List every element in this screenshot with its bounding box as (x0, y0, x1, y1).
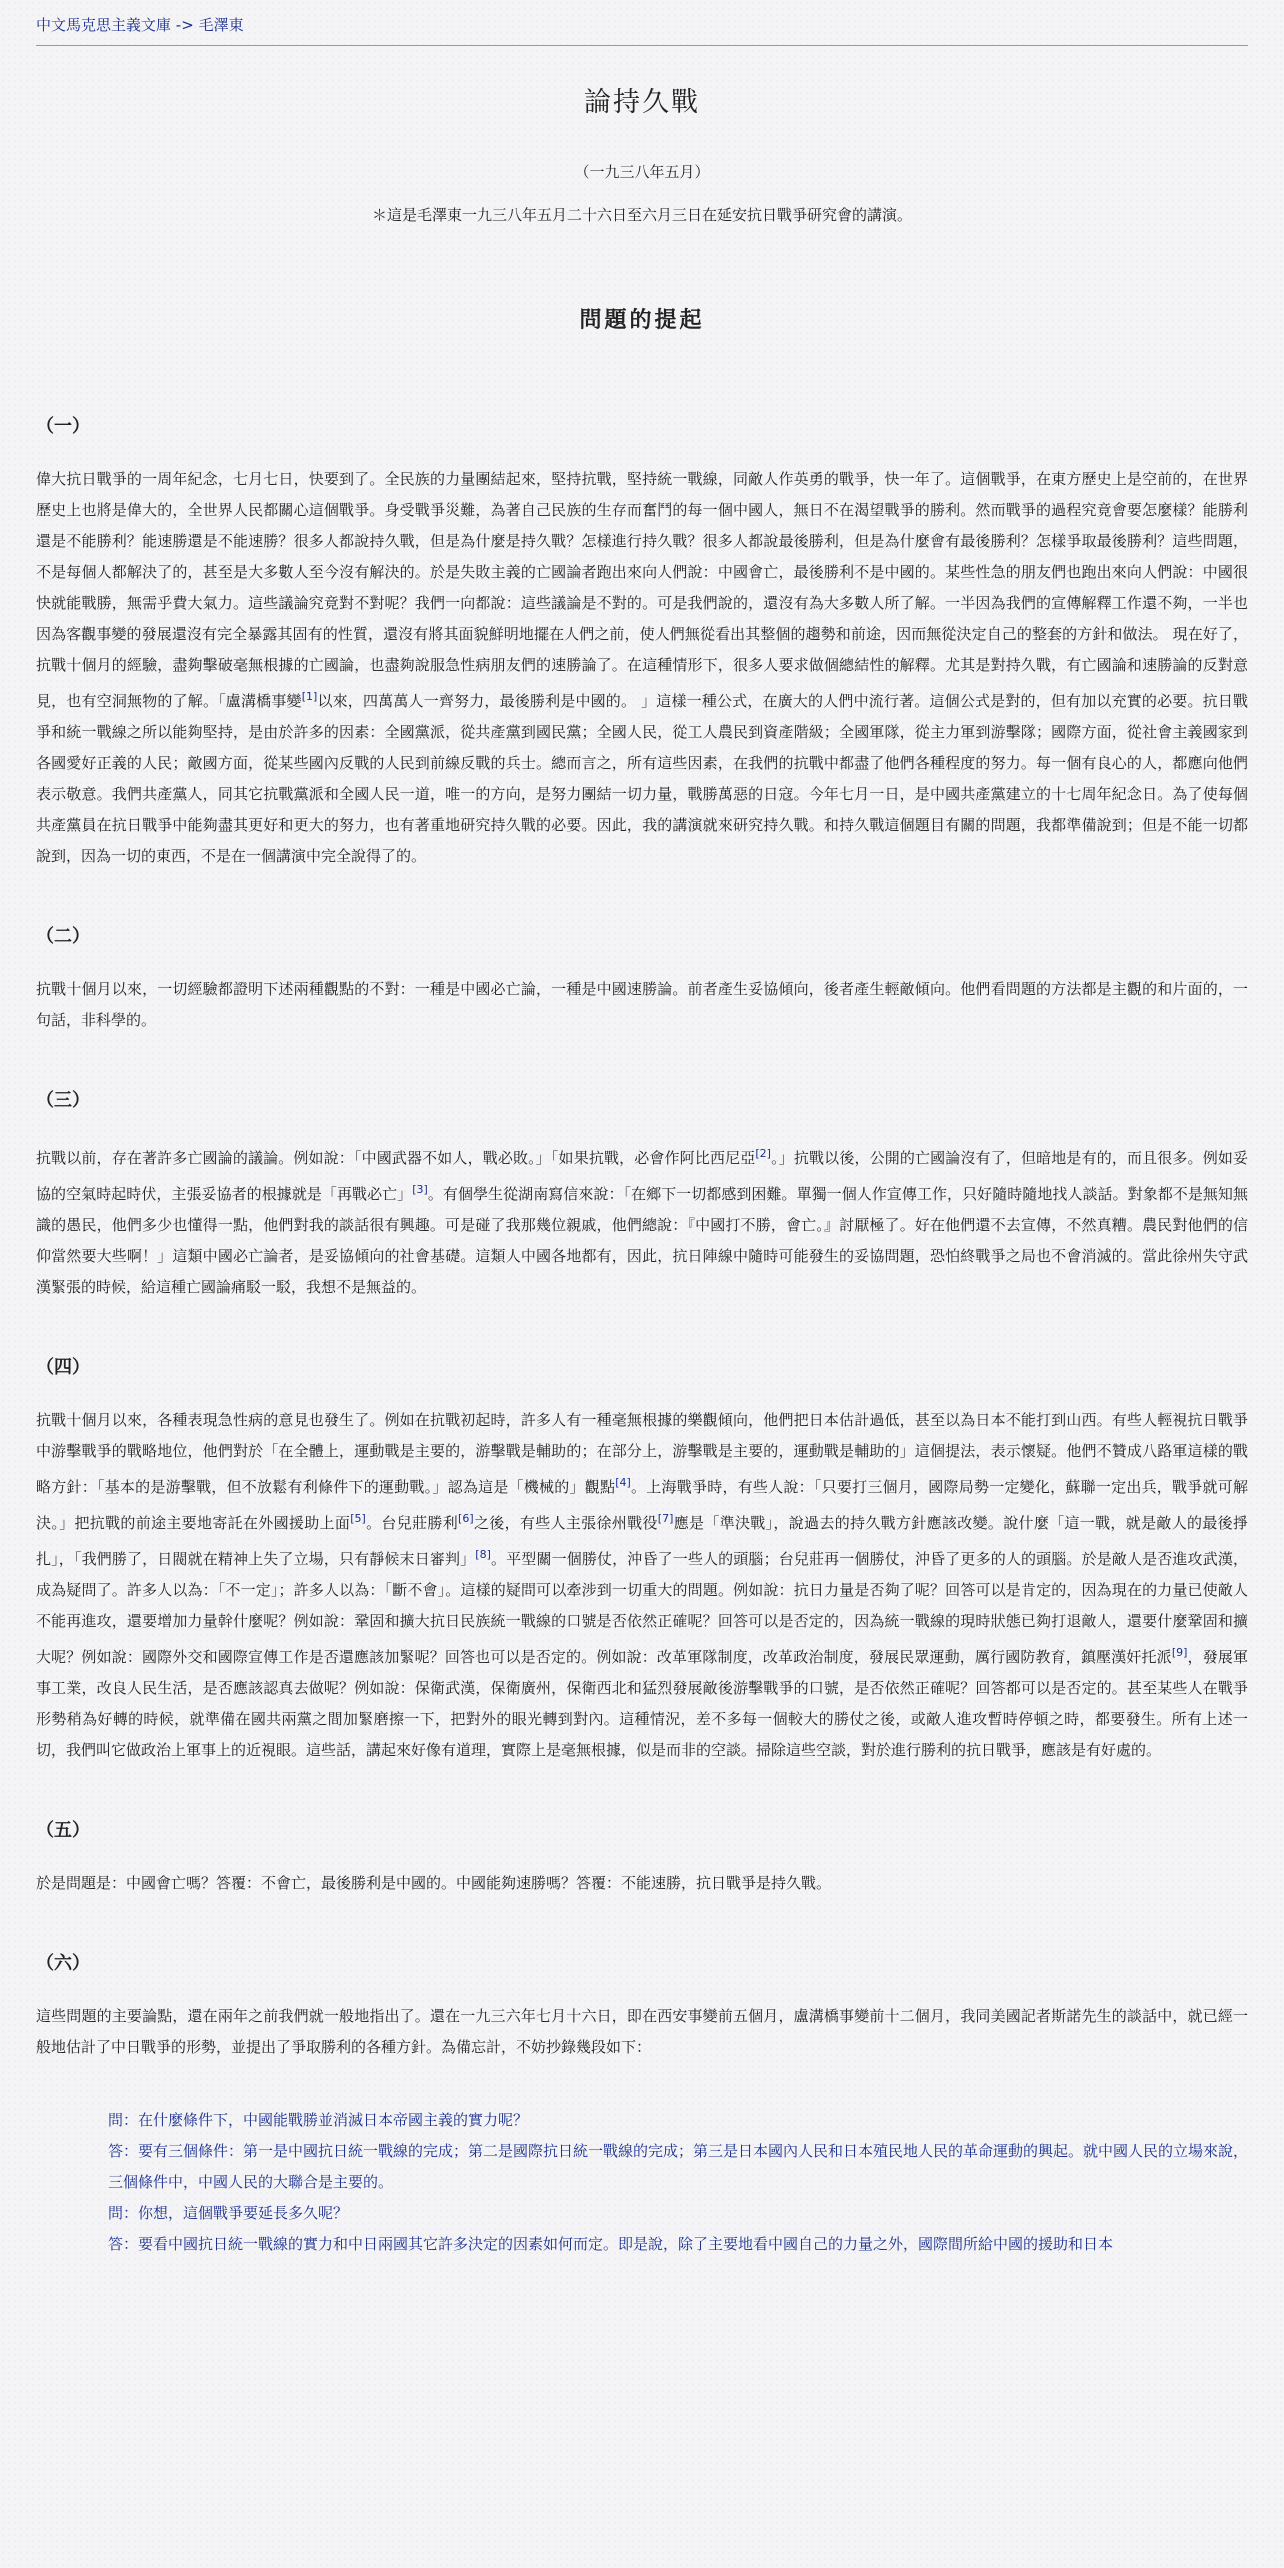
footnote-ref[interactable]: [6] (458, 1512, 474, 1525)
section-4 (36, 1353, 1248, 1766)
breadcrumb-separator: -> (175, 16, 194, 34)
section-paragraph (36, 1405, 1248, 1766)
footnote-ref[interactable]: [7] (657, 1512, 674, 1525)
footnote-ref[interactable]: [5] (350, 1512, 366, 1525)
section-paragraph (36, 1138, 1248, 1303)
paragraph-text: 之後，有些人主張徐州戰役 (473, 1514, 658, 1532)
qa-quotation (36, 2105, 1248, 2260)
paragraph-text: 於是問題是：中國會亡嗎？答覆：不會亡，最後勝利是中國的。中國能夠速勝嗎？答覆：不能速勝，抗日戰爭是持久戰。 (36, 1874, 832, 1892)
qa-answer (36, 2136, 1248, 2198)
breadcrumb (36, 0, 1248, 46)
section-paragraph (36, 2001, 1248, 2063)
section-6 (36, 1949, 1248, 2063)
section-heading: （二） (36, 926, 90, 947)
footnote-ref[interactable]: [2] (755, 1147, 771, 1160)
paragraph-text: 抗戰十個月以來，各種表現急性病的意見也發生了。例如在抗戰初起時，許多人有一種毫無根據的樂觀傾向，他們把日本估計過低，甚至以為日本不能打到山西。有些人輕視抗日戰爭中游擊戰爭的戰略地位，他們對於「在全體上，運動戰是主要的，游擊戰是輔助的；在部分上，游擊戰是主要的，運動戰是輔助的」這個提法，表示懷疑。他們不贊成八路軍這樣的戰略方針：「基本的是游擊戰，但不放鬆有利條件下的運動戰。」認為這是「機械的」觀點 (36, 1411, 1248, 1496)
section-paragraph (36, 974, 1248, 1036)
paragraph-text: 。台兒莊勝利 (365, 1514, 459, 1532)
section-5 (36, 1816, 1248, 1899)
page-title: 論持久戰 (584, 87, 700, 118)
paragraph-text: 。有個學生從湖南寫信來說：「在鄉下一切都感到困難。單獨一個人作宣傳工作，只好隨時隨地找人談話。對象都不是無知無識的愚民，他們多少也懂得一點，他們對我的談話很有興趣。可是碰了我那幾位親戚，他們總說：『中國打不勝，會亡。』討厭極了。好在他們還不去宣傳，不然真糟。農民對他們的信仰當然要大些啊！」這類中國必亡論者，是妥協傾向的社會基礎。這類人中國各地都有，因此，抗日陣線中隨時可能發生的妥協問題，恐怕終戰爭之局也不會消滅的。當此徐州失守武漢緊張的時候，給這種亡國論痛駁一駁，我想不是無益的。 (36, 1185, 1248, 1296)
section-paragraph (36, 1868, 1248, 1899)
footnote-ref[interactable]: [3] (412, 1183, 428, 1196)
qa-answer-text: 答：要看中國抗日統一戰線的實力和中日兩國其它許多決定的因素如何而定。即是說，除了主要地看中國自己的力量之外，國際間所給中國的援助和日本 (108, 2235, 1114, 2253)
paragraph-text: ，發展軍事工業，改良人民生活，是否應該認真去做呢？例如說：保衛武漢，保衛廣州，保衛西北和猛烈發展敵後游擊戰爭的口號，是否依然正確呢？回答都可以是否定的。甚至某些人在戰爭形勢稍為好轉的時候，就準備在國共兩黨之間加緊磨擦一下，把對外的眼光轉到對內。這種情況，差不多每一個較大的勝仗之後，或敵人進攻暫時停頓之時，都要發生。所有上述一切，我們叫它做政治上軍事上的近視眼。這些話，講起來好像有道理，實際上是毫無根據，似是而非的空談。掃除這些空談，對於進行勝利的抗日戰爭，應該是有好處的。 (36, 1648, 1248, 1759)
section-paragraph (36, 464, 1248, 872)
paragraph-text: 。」抗戰以後，公開的亡國論沒有了，但暗地是有的，而且很多。例如妥協的空氣時起時伏，主張妥協者的根據就是「再戰必亡」 (36, 1149, 1248, 1203)
section-heading: （四） (36, 1357, 90, 1378)
footnote-ref[interactable]: [4] (615, 1476, 631, 1489)
section-1 (36, 412, 1248, 872)
paragraph-text: 偉大抗日戰爭的一周年紀念，七月七日，快要到了。全民族的力量團結起來，堅持抗戰，堅持統一戰線，同敵人作英勇的戰爭，快一年了。這個戰爭，在東方歷史上是空前的，在世界歷史上也將是偉大的，全世界人民都關心這個戰爭。身受戰爭災難，為著自己民族的生存而奮鬥的每一個中國人，無日不在渴望戰爭的勝利。然而戰爭的過程究竟會要怎麼樣？能勝利還是不能勝利？能速勝還是不能速勝？很多人都說持久戰，但是為什麼是持久戰？怎樣進行持久戰？很多人都說最後勝利，但是為什麼會有最後勝利？怎樣爭取最後勝利？這些問題，不是每個人都解決了的，甚至是大多數人至今沒有解決的。於是失敗主義的亡國論者跑出來向人們說：中國會亡，最後勝利不是中國的。某些性急的朋友們也跑出來向人們說：中國很快就能戰勝，無需乎費大氣力。這些議論究竟對不對呢？我們一向都說：這些議論是不對的。可是我們說的，還沒有為大多數人所了解。一半因為我們的宣傳解釋工作還不夠，一半也因為客觀事變的發展還沒有完全暴露其固有的性質，還沒有將其面貌鮮明地擺在人們之前，使人們無從看出其整個的趨勢和前途，因而無從決定自己的整套的方針和做法。 現在好了，抗戰十個月的經驗，盡夠擊破毫無根據的亡國論，也盡夠說服急性病朋友們的速勝論了。在這種情形下，很多人要求做個總結性的解釋。尤其是對持久戰，有亡國論和速勝論的反對意見，也有空洞無物的了解。「盧溝橋事變 (36, 470, 1248, 710)
section-title: 問題的提起 (579, 308, 705, 333)
lecture-note: ＊這是毛澤東一九三八年五月二十六日至六月三日在延安抗日戰爭研究會的講演。 (371, 206, 912, 224)
date-line: （一九三八年五月） (574, 163, 710, 181)
section-3 (36, 1086, 1248, 1303)
paragraph-text: 應是「準決戰」，說過去的持久戰方針應該改變。說什麼「這一戰，就是敵人的最後掙扎」，「我們勝了，日閥就在精神上失了立場，只有靜候末日審判」 (36, 1514, 1248, 1568)
qa-question: 問：你想，這個戰爭要延長多久呢？ (108, 2204, 349, 2222)
qa-question: 問：在什麼條件下，中國能戰勝並消滅日本帝國主義的實力呢？ (108, 2111, 529, 2129)
section-heading: （三） (36, 1090, 90, 1111)
section-2 (36, 922, 1248, 1036)
breadcrumb-home-link[interactable]: 中文馬克思主義文庫 (36, 16, 172, 34)
paragraph-text: 這些問題的主要論點，還在兩年之前我們就一般地指出了。還在一九三六年七月十六日，即在西安事變前五個月，盧溝橋事變前十二個月，我同美國記者斯諾先生的談話中，就已經一般地估計了中日戰爭的形勢，並提出了爭取勝利的各種方針。為備忘計，不妨抄錄幾段如下： (36, 2007, 1248, 2056)
breadcrumb-current-link[interactable]: 毛澤東 (198, 16, 244, 34)
paragraph-text: 抗戰以前，存在著許多亡國論的議論。例如說：「中國武器不如人，戰必敗。」「如果抗戰，必會作阿比西尼亞 (36, 1149, 756, 1167)
footnote-ref[interactable]: [9] (1171, 1646, 1188, 1659)
section-heading: （五） (36, 1820, 90, 1841)
footnote-ref[interactable]: [8] (475, 1548, 491, 1561)
qa-answer (36, 2229, 1248, 2260)
paragraph-text: 。上海戰爭時，有些人說：「只要打三個月，國際局勢一定變化，蘇聯一定出兵，戰爭就可解決。」把抗戰的前途主要地寄託在外國援助上面 (36, 1478, 1248, 1532)
paragraph-text: 以來，四萬萬人一齊努力，最後勝利是中國的。 」這樣一種公式，在廣大的人們中流行著。這個公式是對的，但有加以充實的必要。抗日戰爭和統一戰線之所以能夠堅持，是由於許多的因素：全國黨派，從共產黨到國民黨；全國人民，從工人農民到資產階級；全國軍隊，從主力軍到游擊隊；國際方面，從社會主義國家到各國愛好正義的人民；敵國方面，從某些國內反戰的人民到前線反戰的兵士。總而言之，所有這些因素，在我們的抗戰中都盡了他們各種程度的努力。每一個有良心的人，都應向他們表示敬意。我們共產黨人，同其它抗戰黨派和全國人民一道，唯一的方向，是努力團結一切力量，戰勝萬惡的日寇。今年七月一日，是中國共產黨建立的十七周年紀念日。為了使每個共產黨員在抗日戰爭中能夠盡其更好和更大的努力，也有著重地研究持久戰的必要。因此，我的講演就來研究持久戰。和持久戰這個題目有關的問題，我都準備說到；但是不能一切都說到，因為一切的東西，不是在一個講演中完全說得了的。 (36, 692, 1248, 865)
footnote-ref[interactable]: [1] (301, 690, 318, 703)
section-heading: （六） (36, 1953, 90, 1974)
paragraph-text: 。平型關一個勝仗，沖昏了一些人的頭腦；台兒莊再一個勝仗，沖昏了更多的人的頭腦。於是敵人是否進攻武漢，成為疑問了。許多人以為：「不一定」；許多人以為：「斷不會」。這樣的疑問可以牽涉到一切重大的問題。例如說：抗日力量是否夠了呢？回答可以是肯定的，因為現在的力量已使敵人不能再進攻，還要增加力量幹什麼呢？例如說：鞏固和擴大抗日民族統一戰線的口號是否依然正確呢？回答可以是否定的，因為統一戰線的現時狀態已夠打退敵人，還要什麼鞏固和擴大呢？例如說：國際外交和國際宣傳工作是否還應該加緊呢？回答也可以是否定的。例如說：改革軍隊制度，改革政治制度，發展民眾運動，厲行國防教育，鎮壓漢奸托派 (36, 1550, 1248, 1666)
section-heading: （一） (36, 416, 90, 437)
qa-answer-text: 答：要有三個條件：第一是中國抗日統一戰線的完成；第二是國際抗日統一戰線的完成；第三是日本國內人民和日本殖民地人民的革命運動的興起。就中國人民的立場來說，三個條件中，中國人民的大聯合是主要的。 (108, 2142, 1249, 2191)
paragraph-text: 抗戰十個月以來，一切經驗都證明下述兩種觀點的不對：一種是中國必亡論，一種是中國速勝論。前者產生妥協傾向，後者產生輕敵傾向。他們看問題的方法都是主觀的和片面的，一句話，非科學的。 (36, 980, 1248, 1029)
